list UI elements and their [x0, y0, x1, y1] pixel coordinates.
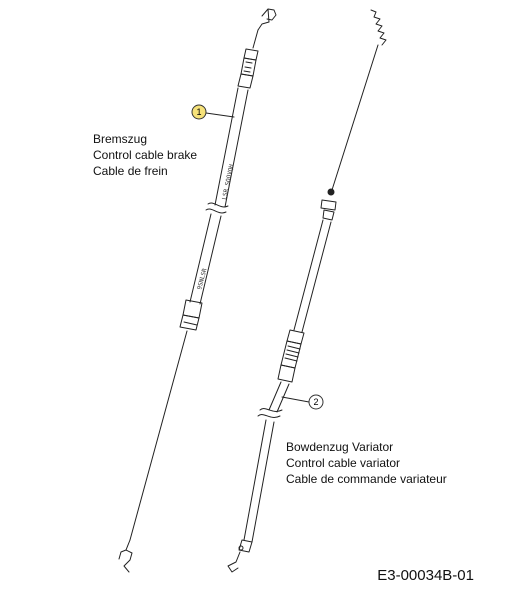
brake-cable-lower-ferrule [180, 300, 202, 330]
callout-2 [309, 395, 323, 409]
brake-cable-top-wire [253, 30, 258, 48]
variator-cable [228, 10, 386, 572]
variator-cable-nut [321, 200, 336, 220]
brake-cable-stamp-lower: 9SNLSR [196, 267, 209, 291]
brake-cable-top-hook [258, 9, 276, 30]
brake-cable-upper-sheath [215, 88, 248, 207]
variator-cable-upper-sheath [294, 220, 331, 332]
drawing-code: E3-00034B-01 [377, 567, 474, 584]
part-2-label-en: Control cable variator [286, 456, 401, 470]
part-1-label-de: Bremszug [93, 132, 148, 146]
variator-cable-lower-sheath [269, 382, 289, 412]
variator-cable-bottom-end [228, 540, 252, 572]
brake-cable-lower-wire [130, 331, 187, 540]
brake-cable [119, 9, 276, 572]
part-2-label-de: Bowdenzug Variator [286, 440, 394, 454]
part-1-label-en: Control cable brake [93, 148, 198, 162]
callout-1-leader [206, 113, 234, 117]
callout-2-leader [282, 397, 309, 402]
variator-cable-coupling [278, 330, 304, 382]
brake-cable-bottom-hook [119, 540, 132, 572]
svg-text:1: 1 [196, 107, 202, 117]
variator-cable-upper-wire [332, 45, 378, 190]
part-1-label-fr: Cable de frein [93, 164, 168, 178]
part-2-label-fr: Cable de commande variateur [286, 472, 447, 486]
variator-cable-top-spring [371, 10, 386, 45]
brake-cable-stamp-upper: LSR SOOVQH [221, 163, 236, 201]
brake-cable-break-mark [206, 203, 228, 213]
callout-1 [192, 105, 206, 119]
brake-cable-lower-sheath [190, 214, 221, 304]
variator-cable-nipple [328, 189, 334, 195]
brake-cable-upper-adjuster [238, 49, 258, 88]
svg-text:2: 2 [313, 397, 319, 407]
